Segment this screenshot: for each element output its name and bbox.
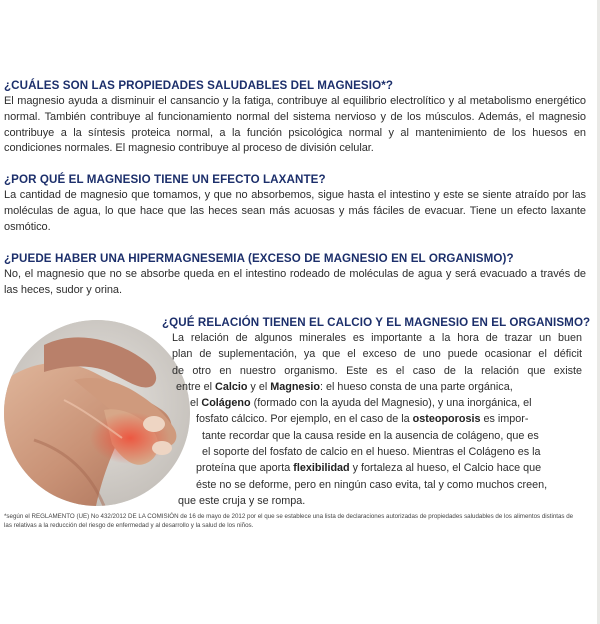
term-magnesio: Magnesio	[270, 380, 321, 393]
text-fragment: es impor-	[480, 413, 529, 426]
section-body: No, el magnesio que no se absorbe queda en el intestino rodeado de moléculas de agua y será evacuado a través de las heces, sudor y orina.	[4, 268, 586, 296]
text-line: éste no se deforme, pero en ningún caso evita, tal y como muchos creen,	[196, 478, 548, 491]
text-fragment: : el hueso consta de una parte orgánica,	[320, 380, 513, 393]
hand-illustration	[4, 320, 190, 506]
hand-joint-photo	[4, 320, 190, 506]
section-heading: ¿CUÁLES SON LAS PROPIEDADES SALUDABLES DEL MAGNESIO*?	[4, 79, 394, 92]
term-calcio: Calcio	[215, 380, 248, 393]
section-laxative-effect	[4, 172, 586, 235]
section-heading: ¿QUÉ RELACIÓN TIENEN EL CALCIO Y EL MAGNESIO EN EL ORGANISMO?	[162, 316, 591, 329]
text-fragment: fosfato cálcico. Por ejemplo, en el caso de la	[196, 413, 413, 426]
text-fragment: (formado con la ayuda del Magnesio), y una inorgánica, el	[250, 397, 532, 410]
text-line: plan de suplementación, ya que el exceso de uno puede ocasionar el déficit	[172, 348, 582, 361]
text-line	[172, 379, 582, 395]
text-fragment: proteína que aporta	[196, 462, 294, 475]
section-heading: ¿POR QUÉ EL MAGNESIO TIENE UN EFECTO LAXANTE?	[4, 173, 326, 186]
term-osteoporosis: osteoporosis	[412, 413, 481, 426]
text-line: tante recordar que la causa reside en la ausencia de colágeno, que es	[202, 429, 539, 442]
text-line: el soporte del fosfato de calcio en el hueso. Mientras el Colágeno es la	[202, 446, 541, 459]
section-body: El magnesio ayuda a disminuir el cansancio y la fatiga, contribuye al equilibrio electrolítico y al metabolismo energético normal. También contribuye al funcionamiento normal del sistema nervioso y de los músculos. Además, el magnesio contribuye a la síntesis proteica normal, a la función psicológica normal y al mantenimiento de los huesos en condiciones normales. El magnesio contribuye al proceso de división celular.	[4, 95, 586, 155]
calcium-section-body	[172, 330, 582, 509]
text-line	[172, 395, 582, 411]
footnote: *según el REGLAMENTO (UE) No 432/2012 DE LA COMISIÓN de 16 de mayo de 2012 por el que se establece una lista de declaraciones autorizadas de propiedades saludables de los alimentos distintas de las relativas a la reducción del riesgo de enfermedad y al desarrollo y la salud de los niños.	[4, 513, 574, 529]
text-line	[172, 460, 582, 476]
text-fragment: entre el	[176, 380, 216, 393]
text-line: que este cruja y se rompa.	[178, 494, 306, 507]
text-fragment: el	[190, 397, 202, 410]
term-flexibilidad: flexibilidad	[293, 462, 350, 475]
section-health-properties	[4, 78, 586, 157]
term-colageno: Colágeno	[201, 397, 251, 410]
text-line: de otro en nuestro organismo. Este es el caso de la relación que existe	[172, 364, 582, 377]
text-fragment: y fortaleza al hueso, el Calcio hace que	[349, 462, 542, 475]
section-hypermagnesemia	[4, 251, 586, 299]
text-line	[172, 411, 582, 427]
section-heading: ¿PUEDE HABER UNA HIPERMAGNESEMIA (EXCESO DE MAGNESIO EN EL ORGANISMO)?	[4, 252, 514, 265]
section-body: La cantidad de magnesio que tomamos, y que no absorbemos, sigue hasta el intestino y este se siente atraído por las moléculas de agua, lo que hace que las heces sean más acuosas y más fáciles de evacuar. Tiene un efecto laxante osmótico.	[4, 189, 586, 233]
text-fragment: y el	[247, 380, 271, 393]
text-line: La relación de algunos minerales es importante a la hora de trazar un buen	[172, 332, 582, 344]
